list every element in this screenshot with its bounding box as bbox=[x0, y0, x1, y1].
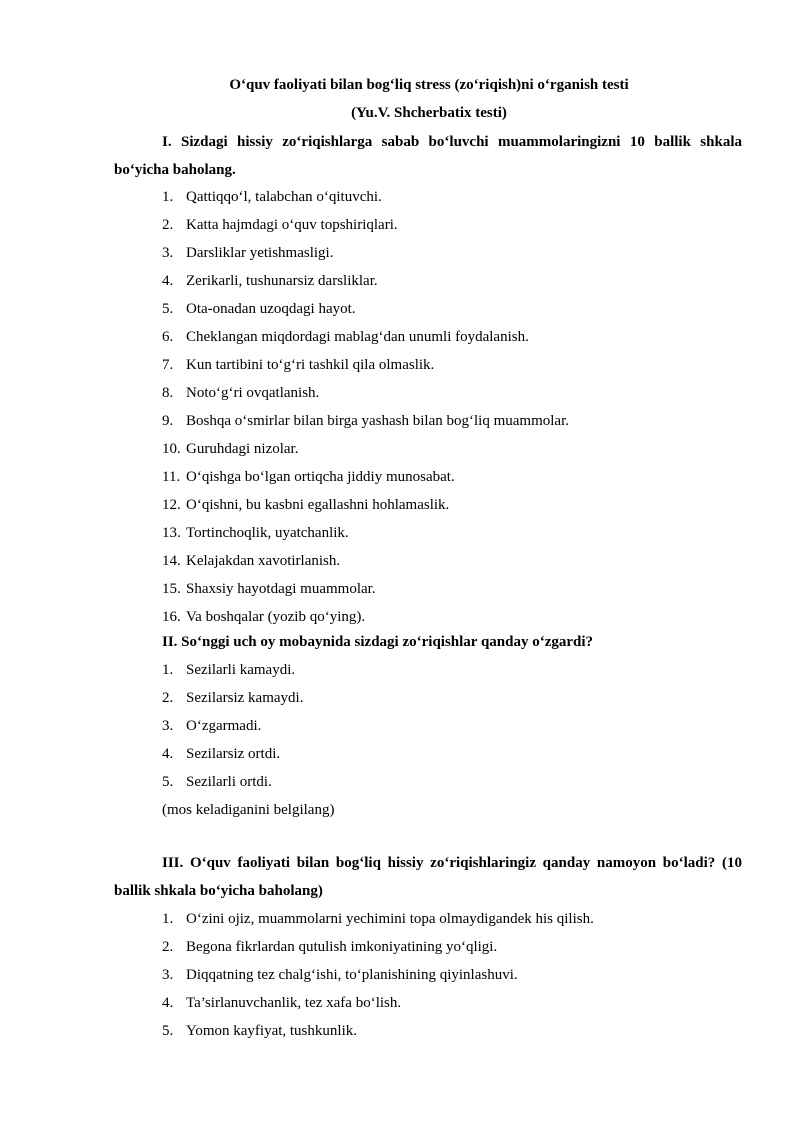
list-item bbox=[162, 351, 569, 379]
list-item-text: Zerikarli, tushunarsiz darsliklar. bbox=[186, 273, 378, 289]
list-item-text: Qattiqqo‘l, talabchan o‘qituvchi. bbox=[186, 189, 382, 205]
list-item-number: 13. bbox=[162, 525, 181, 541]
list-item-text: Katta hajmdagi o‘quv topshiriqlari. bbox=[186, 217, 398, 233]
list-item bbox=[162, 267, 569, 295]
list-item bbox=[162, 547, 569, 575]
list-item-text: O‘zgarmadi. bbox=[186, 718, 262, 734]
section-3-heading: III. O‘quv faoliyati bilan bog‘liq hissiy zo‘riqishlaringiz qanday namoyon bo‘ladi? (10 ballik shkala bo‘yicha baholang) bbox=[114, 855, 742, 899]
list-item-number: 10. bbox=[162, 441, 181, 457]
list-item bbox=[162, 961, 594, 989]
list-item-number: 4. bbox=[162, 273, 174, 289]
section-2-list bbox=[162, 656, 303, 796]
list-item bbox=[162, 740, 303, 768]
list-item-text: Begona fikrlardan qutulish imkoniyatining yo‘qligi. bbox=[186, 939, 498, 955]
list-item bbox=[162, 684, 303, 712]
list-item-number: 3. bbox=[162, 245, 174, 261]
list-item-number: 2. bbox=[162, 939, 174, 955]
section-2-note: (mos keladiganini belgilang) bbox=[162, 802, 335, 818]
list-item bbox=[162, 211, 569, 239]
list-item-number: 5. bbox=[162, 774, 174, 790]
list-item-number: 14. bbox=[162, 553, 181, 569]
document-subtitle: (Yu.V. Shcherbatix testi) bbox=[351, 105, 507, 121]
list-item bbox=[162, 183, 569, 211]
list-item-number: 6. bbox=[162, 329, 174, 345]
list-item-number: 11. bbox=[162, 469, 181, 485]
list-item bbox=[162, 905, 594, 933]
list-item-text: Sezilarli ortdi. bbox=[186, 774, 272, 790]
list-item-text: O‘zini ojiz, muammolarni yechimini topa olmaydigandek his qilish. bbox=[186, 911, 594, 927]
list-item-number: 9. bbox=[162, 413, 174, 429]
list-item-text: Kelajakdan xavotirlanish. bbox=[186, 553, 341, 569]
list-item-number: 1. bbox=[162, 911, 174, 927]
list-item bbox=[162, 989, 594, 1017]
list-item-number: 15. bbox=[162, 581, 181, 597]
list-item-text: Sezilarsiz ortdi. bbox=[186, 746, 281, 762]
list-item-text: Va boshqalar (yozib qo‘ying). bbox=[186, 609, 366, 625]
list-item bbox=[162, 575, 569, 603]
list-item-text: Ota-onadan uzoqdagi hayot. bbox=[186, 301, 356, 317]
list-item-text: Tortinchoqlik, uyatchanlik. bbox=[186, 525, 349, 541]
list-item-text: Cheklangan miqdordagi mablag‘dan unumli foydalanish. bbox=[186, 329, 529, 345]
list-item bbox=[162, 239, 569, 267]
list-item bbox=[162, 295, 569, 323]
list-item-number: 4. bbox=[162, 995, 174, 1011]
list-item bbox=[162, 491, 569, 519]
list-item bbox=[162, 603, 569, 631]
list-item-text: Noto‘g‘ri ovqatlanish. bbox=[186, 385, 320, 401]
list-item-text: Boshqa o‘smirlar bilan birga yashash bilan bog‘liq muammolar. bbox=[186, 413, 569, 429]
list-item-text: O‘qishni, bu kasbni egallashni hohlamaslik. bbox=[186, 497, 450, 513]
list-item-text: Shaxsiy hayotdagi muammolar. bbox=[186, 581, 376, 597]
list-item-text: Ta’sirlanuvchanlik, tez xafa bo‘lish. bbox=[186, 995, 402, 1011]
document-title: O‘quv faoliyati bilan bog‘liq stress (zo‘riqish)ni o‘rganish testi bbox=[229, 77, 629, 93]
list-item bbox=[162, 768, 303, 796]
list-item-number: 1. bbox=[162, 189, 174, 205]
list-item-number: 5. bbox=[162, 1023, 174, 1039]
section-2-heading: II. So‘nggi uch oy mobaynida sizdagi zo‘riqishlar qanday o‘zgardi? bbox=[162, 634, 594, 650]
list-item bbox=[162, 656, 303, 684]
list-item-number: 3. bbox=[162, 718, 174, 734]
list-item bbox=[162, 463, 569, 491]
list-item-text: Guruhdagi nizolar. bbox=[186, 441, 299, 457]
list-item-number: 1. bbox=[162, 662, 174, 678]
list-item bbox=[162, 435, 569, 463]
list-item bbox=[162, 933, 594, 961]
list-item-text: Yomon kayfiyat, tushkunlik. bbox=[186, 1023, 357, 1039]
list-item-text: Diqqatning tez chalg‘ishi, to‘planishining qiyinlashuvi. bbox=[186, 967, 518, 983]
list-item bbox=[162, 712, 303, 740]
list-item-number: 7. bbox=[162, 357, 174, 373]
section-1-list bbox=[162, 183, 569, 631]
list-item-number: 2. bbox=[162, 217, 174, 233]
list-item-number: 3. bbox=[162, 967, 174, 983]
list-item-text: O‘qishga bo‘lgan ortiqcha jiddiy munosabat. bbox=[186, 469, 455, 485]
list-item-number: 12. bbox=[162, 497, 181, 513]
list-item bbox=[162, 519, 569, 547]
list-item-number: 8. bbox=[162, 385, 174, 401]
list-item-text: Kun tartibini to‘g‘ri tashkil qila olmaslik. bbox=[186, 357, 435, 373]
list-item bbox=[162, 323, 569, 351]
list-item-number: 16. bbox=[162, 609, 181, 625]
list-item-text: Sezilarli kamaydi. bbox=[186, 662, 296, 678]
list-item bbox=[162, 379, 569, 407]
list-item-number: 5. bbox=[162, 301, 174, 317]
list-item bbox=[162, 407, 569, 435]
section-1-heading: I. Sizdagi hissiy zo‘riqishlarga sabab bo‘luvchi muammolaringizni 10 ballik shkala bo‘yicha baholang. bbox=[114, 134, 742, 178]
list-item-number: 2. bbox=[162, 690, 174, 706]
list-item-text: Sezilarsiz kamaydi. bbox=[186, 690, 304, 706]
list-item-text: Darsliklar yetishmasligi. bbox=[186, 245, 334, 261]
section-3-list bbox=[162, 905, 594, 1045]
list-item-number: 4. bbox=[162, 746, 174, 762]
list-item bbox=[162, 1017, 594, 1045]
